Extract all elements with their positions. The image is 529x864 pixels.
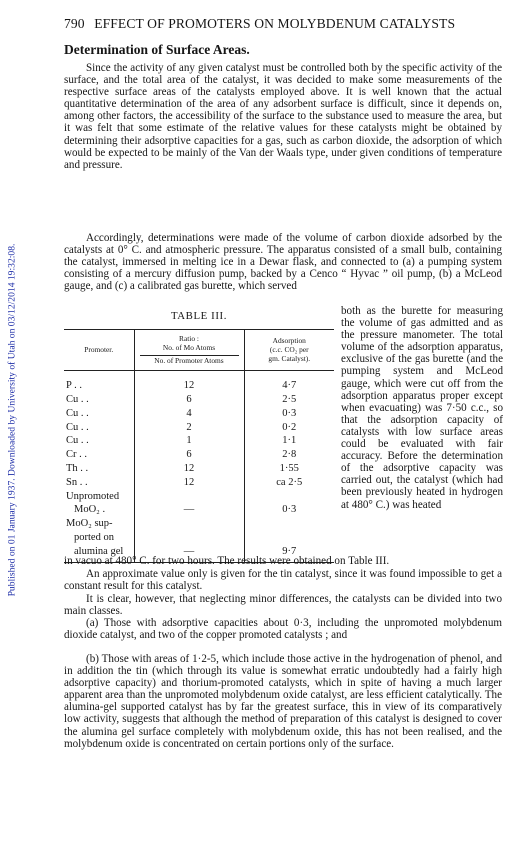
cell-adsorption: ca 2·5: [276, 476, 303, 488]
paragraph-apparatus-start: Accordingly, determinations were made of the volume of carbon dioxide adsorbed by the catalysts at 0° C. and atmospheric pressure. The apparatus consisted of a small bulb, containing the catalyst, immersed in melting ice in a Dewar flask, and connected to (a) a pumping system consisting of a mercury diffusion pump, backed by a Cenco “ Hyvac ” oil pump, (b) a McLeod gauge, and (c) a calibrated gas burette, which served: [64, 232, 502, 293]
header-ratio-numerator: No. of Mo Atoms: [162, 343, 216, 353]
cell-adsorption: 1·55: [279, 463, 299, 474]
cell-ratio: 2: [134, 421, 244, 435]
cell-ratio: —: [134, 545, 244, 562]
results-table: [64, 329, 334, 563]
cell-ratio: 1: [134, 434, 244, 448]
cell-ratio-empty: [134, 490, 244, 504]
table-row: [64, 371, 334, 393]
cell-promoter-unpromoted: Unpromoted: [66, 490, 120, 502]
cell-adsorption: 0·2: [282, 421, 297, 433]
published-note: Published on 01 January 1937. Downloaded by University of Utah on 03/12/2014 19:32:08.: [6, 243, 18, 597]
cell-promoter-moo2: MoO₂ .: [74, 504, 106, 516]
cell-promoter-supported-1: MoO₂ sup-: [66, 518, 113, 530]
cell-adsorption-empty: [244, 531, 334, 545]
table-row: [64, 407, 334, 421]
cell-adsorption: 1·1: [282, 435, 297, 447]
table-row: [64, 421, 334, 435]
paragraph-class-a: (a) Those with adsorptive capacities about 0·3, including the unpromoted molybdenum dioxide catalyst, and two of the copper promoted catalysts ; and: [64, 617, 502, 642]
cell-adsorption: 2·5: [282, 394, 297, 406]
table-header-row: [64, 330, 334, 371]
paragraph-tin-note: An approximate value only is given for the tin catalyst, since it was found impossible to get a constant result for this catalyst.: [64, 568, 502, 593]
table-row: [64, 503, 334, 517]
paragraph-apparatus-side-column: both as the burette for measuring the volume of gas admitted and as the pressure manometer. The total volume of the adsorption apparatus, exclusive of the gas burette (and the pumping system and McLeod gauge, which were cut off from the adsorption apparatus proper except when evacuating) was 7·50 c.c., so that the adsorption capacity of catalysts with low surface areas could be evaluated with fair accuracy. Before the determination of the adsorptive capacity was carried out, the catalyst (which had been previously heated in hydrogen at 480° C.) was heated: [341, 305, 503, 511]
cell-ratio: 12: [134, 371, 244, 393]
paragraph-apparatus-end: in vacuo at 480° C. for two hours. The results were obtained on Table III.: [64, 555, 390, 567]
table-row: [64, 448, 334, 462]
cell-adsorption-empty: [244, 490, 334, 504]
cell-ratio: 12: [134, 476, 244, 490]
cell-promoter-supported-3: alumina gel: [64, 545, 134, 562]
cell-promoter: Cu . .: [66, 394, 89, 406]
page-number: 790: [64, 16, 85, 31]
cell-promoter: Cu . .: [66, 407, 89, 419]
cell-ratio-empty: [134, 531, 244, 545]
section-title: Determination of Surface Areas.: [64, 42, 250, 57]
header-ratio-title: Ratio :: [179, 334, 199, 343]
cell-adsorption: 0·3: [282, 504, 297, 516]
header-adsorption: [244, 330, 334, 371]
cell-ratio: —: [134, 503, 244, 517]
paragraph-intro: Since the activity of any given catalyst must be controlled both by the specific activity of the surface, and the total area of the catalyst, it was decided to make some measurements of the respective surface areas of the catalysts employed above. It is well known that the actual quantitative determination of the area of any adsorbent surface is difficult, since it depends on, among other factors, the accessibility of the surface to the substance used to measure the area, but it was felt that some estimate of the relative values for these catalysts might be obtained by determining their adsorptive capacities for a gas, such as carbon dioxide, the adsorption of which would be expected to be mainly of the Van der Waals type, under given conditions of temperature and pressure.: [64, 62, 502, 171]
running-title: EFFECT OF PROMOTERS ON MOLYBDENUM CATALYSTS: [94, 16, 456, 31]
header-adsorption-title: Adsorption: [272, 335, 306, 345]
paragraph-classes: It is clear, however, that neglecting minor differences, the catalysts can be divided into two main classes.: [64, 593, 502, 618]
cell-adsorption: 9·7: [244, 545, 334, 562]
header-adsorption-unit-2: gm. Catalyst).: [268, 354, 311, 364]
cell-ratio: 12: [134, 462, 244, 476]
table-caption: TABLE III.: [170, 310, 228, 322]
cell-promoter: Th . .: [66, 463, 89, 474]
paragraph-class-b: (b) Those with areas of 1·2-5, which include those active in the hydrogenation of phenol, and in addition the tin (which through its value is somewhat erratic undoubtedly had a fairly high adsorptive capacity) and thorium-promoted catalysts, which in spite of having a much larger apparent area than the unpromoted molybdenum oxide catalyst, are less efficient catalytically. The alumina-gel supported catalyst has by far the greatest surface, this in view of its comparatively low activity, suggests that although the method of preparation of this catalyst is designed to cover the alumina gel surface completely with molybdenum oxide, this has not been realised, and the molybdenum oxide is concentrated on certain portions only of the surface.: [64, 653, 502, 750]
header-ratio-denominator: No. of Promoter Atoms: [154, 355, 224, 365]
header-adsorption-unit-1: (c.c. CO₂ per: [269, 344, 309, 354]
cell-adsorption: 0·3: [282, 407, 297, 419]
cell-promoter: Sn . .: [66, 476, 88, 488]
table-row: [64, 462, 334, 476]
cell-ratio-empty: [134, 517, 244, 531]
table-row: [64, 476, 334, 490]
cell-promoter-supported-2: ported on: [74, 531, 114, 543]
header-ratio: [134, 330, 244, 371]
cell-ratio: 6: [134, 393, 244, 407]
table-row-supported-label: [64, 517, 334, 531]
header-promoter: Promoter.: [84, 344, 114, 354]
cell-ratio: 4: [134, 407, 244, 421]
table-row: [64, 393, 334, 407]
cell-promoter: Cu . .: [66, 435, 89, 447]
table-row-supported-label: [64, 531, 334, 545]
cell-promoter: P . .: [66, 380, 82, 392]
table-row: [64, 434, 334, 448]
cell-promoter: Cr . .: [66, 449, 87, 461]
cell-ratio: 6: [134, 448, 244, 462]
cell-adsorption: 2·8: [282, 449, 297, 461]
cell-adsorption-empty: [244, 517, 334, 531]
table-row-unpromoted-label: [64, 490, 334, 504]
download-watermark: [2, 170, 22, 670]
cell-adsorption: 4·7: [282, 380, 297, 392]
running-header: [64, 16, 504, 32]
cell-promoter: Cu . .: [66, 421, 89, 433]
